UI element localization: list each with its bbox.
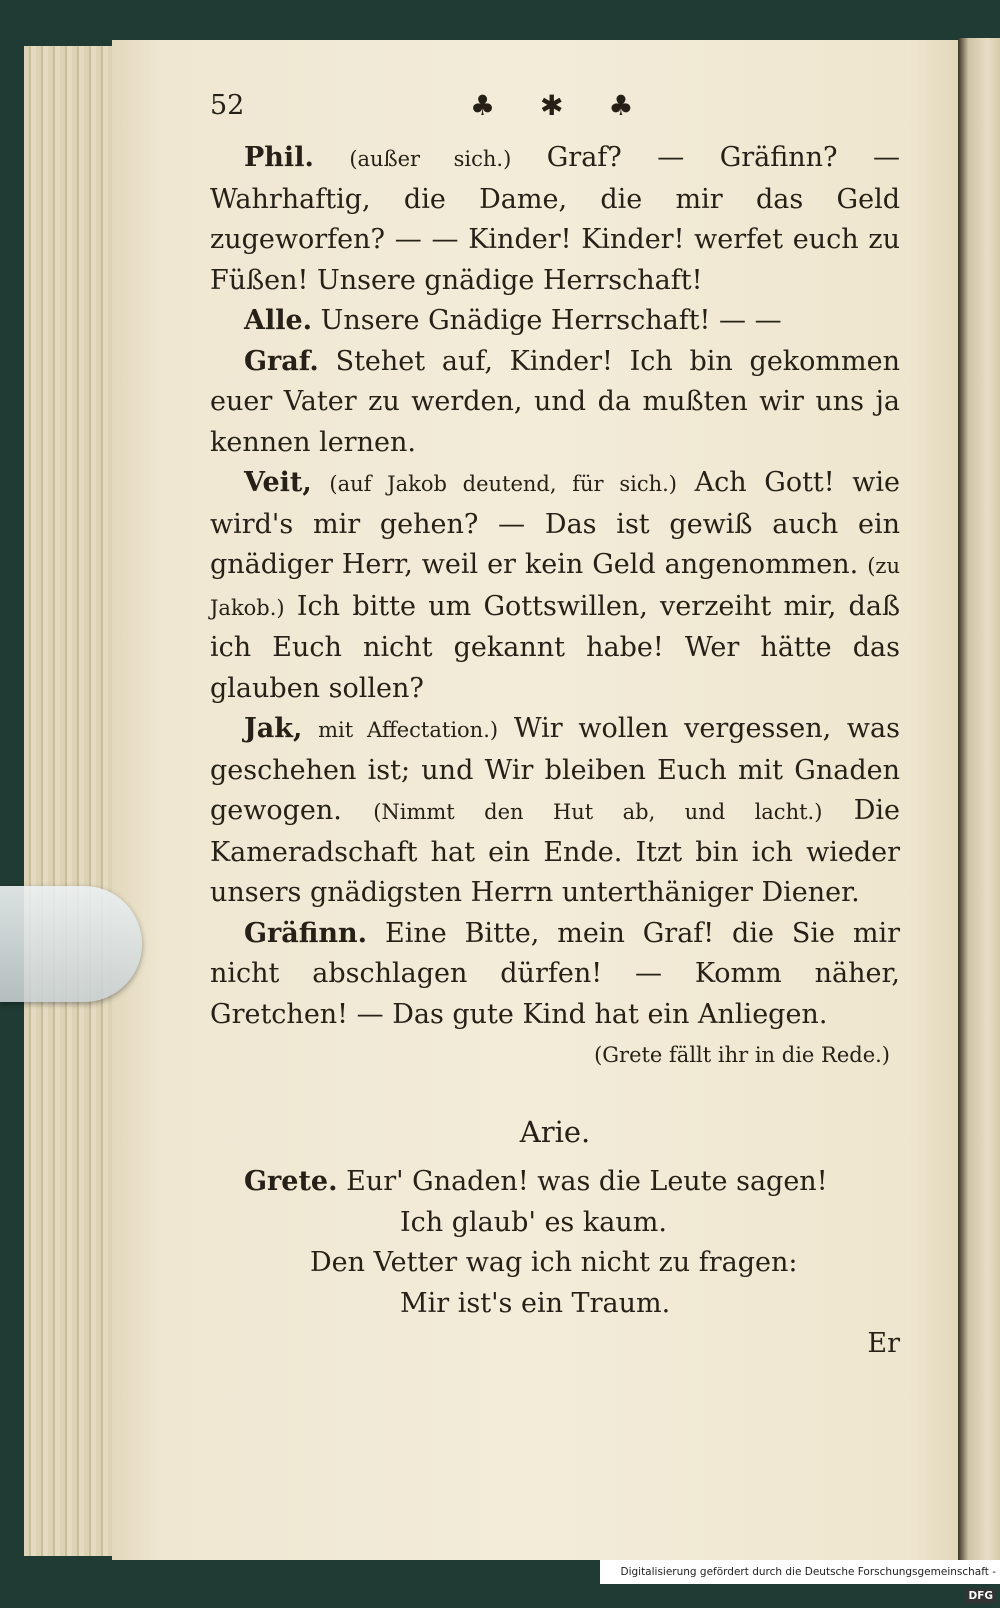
- page-text: [210, 80, 900, 1365]
- plastic-page-clip: [0, 886, 142, 1002]
- speaker: Graf.: [244, 345, 319, 377]
- dfg-logo: DFG: [965, 1589, 996, 1603]
- dialogue-text: Ich bitte um Gottswillen, verzeiht mir, daß ich Euch nicht gekannt habe! Wer hätte das glauben sollen?: [210, 590, 900, 704]
- stage-direction: (auf Jakob deutend, für sich.): [329, 472, 677, 496]
- verse-line: Den Vetter wag ich nicht zu fragen:: [310, 1247, 798, 1278]
- book-right-edge: [958, 38, 1000, 1560]
- dialogue-paragraph: [210, 709, 900, 914]
- dialogue-paragraph: [210, 463, 900, 709]
- dialogue-text: Unsere Gnädige Herrschaft! — —: [320, 305, 782, 336]
- stage-direction: (Nimmt den Hut ab, und lacht.): [373, 800, 823, 824]
- dialogue-paragraph: [210, 301, 900, 342]
- book-left-edge: [24, 46, 114, 1556]
- stage-direction: (außer sich.): [349, 147, 512, 171]
- speaker: Veit,: [244, 467, 312, 498]
- stage-direction: (zu Jakob.): [210, 554, 900, 620]
- speaker: Phil.: [244, 142, 314, 173]
- dialogue-text: Eine Bitte, mein Graf! die Sie mir nicht abschlagen dürfen! — Komm näher, Gretchen! — Das gute Kind hat ein Anliegen.: [210, 917, 900, 1030]
- speaker: Gräfinn.: [244, 917, 368, 949]
- dialogue-paragraph: [210, 914, 900, 1036]
- dialogue-text: Wir wollen vergessen, was geschehen ist; und Wir bleiben Euch mit Gnaden gewogen.: [210, 713, 900, 826]
- stage-direction: mit Affectation.): [318, 718, 499, 742]
- page-header: [210, 80, 900, 138]
- stage-direction-line: (Grete fällt ihr in die Rede.): [594, 1043, 890, 1067]
- dialogue-text: Graf? — Gräfinn? — Wahrhaftig, die Dame, die mir das Geld zugeworfen? — — Kinder! Kinder! werfet euch zu Füßen! Unsere gnädige Herrschaft!: [210, 142, 900, 296]
- ornament-icon: ♣ ✱ ♣: [470, 89, 652, 122]
- footer-credit: [600, 1560, 1000, 1602]
- dialogue-text: Die Kameradschaft hat ein Ende. Itzt bin ich wieder unsers gnädigsten Herrn unterthäniger Diener.: [210, 795, 900, 908]
- speaker: Alle.: [244, 305, 313, 336]
- verse-line: Ich glaub' es kaum.: [400, 1206, 667, 1238]
- speaker: Jak,: [244, 713, 303, 744]
- verse-text: Eur' Gnaden! was die Leute sagen!: [346, 1166, 828, 1197]
- aria-heading: Arie.: [519, 1114, 591, 1149]
- catchword: Er: [867, 1328, 900, 1359]
- verse-line: [210, 1162, 900, 1203]
- verse-line: Mir ist's ein Traum.: [400, 1287, 671, 1319]
- speaker: Grete.: [244, 1166, 338, 1197]
- dialogue-paragraph: [210, 342, 900, 464]
- dialogue-text: Stehet auf, Kinder! Ich bin gekommen euer Vater zu werden, und da mußten wir uns ja kennen lernen.: [210, 345, 900, 458]
- dialogue-paragraph: [210, 138, 900, 301]
- page-number: 52: [210, 90, 245, 121]
- footer-text: Digitalisierung gefördert durch die Deutsche Forschungsgemeinschaft -: [620, 1566, 996, 1578]
- dialogue-text: Ach Gott! wie wird's mir gehen? — Das ist gewiß auch ein gnädiger Herr, weil er kein Geld angenommen.: [210, 467, 900, 580]
